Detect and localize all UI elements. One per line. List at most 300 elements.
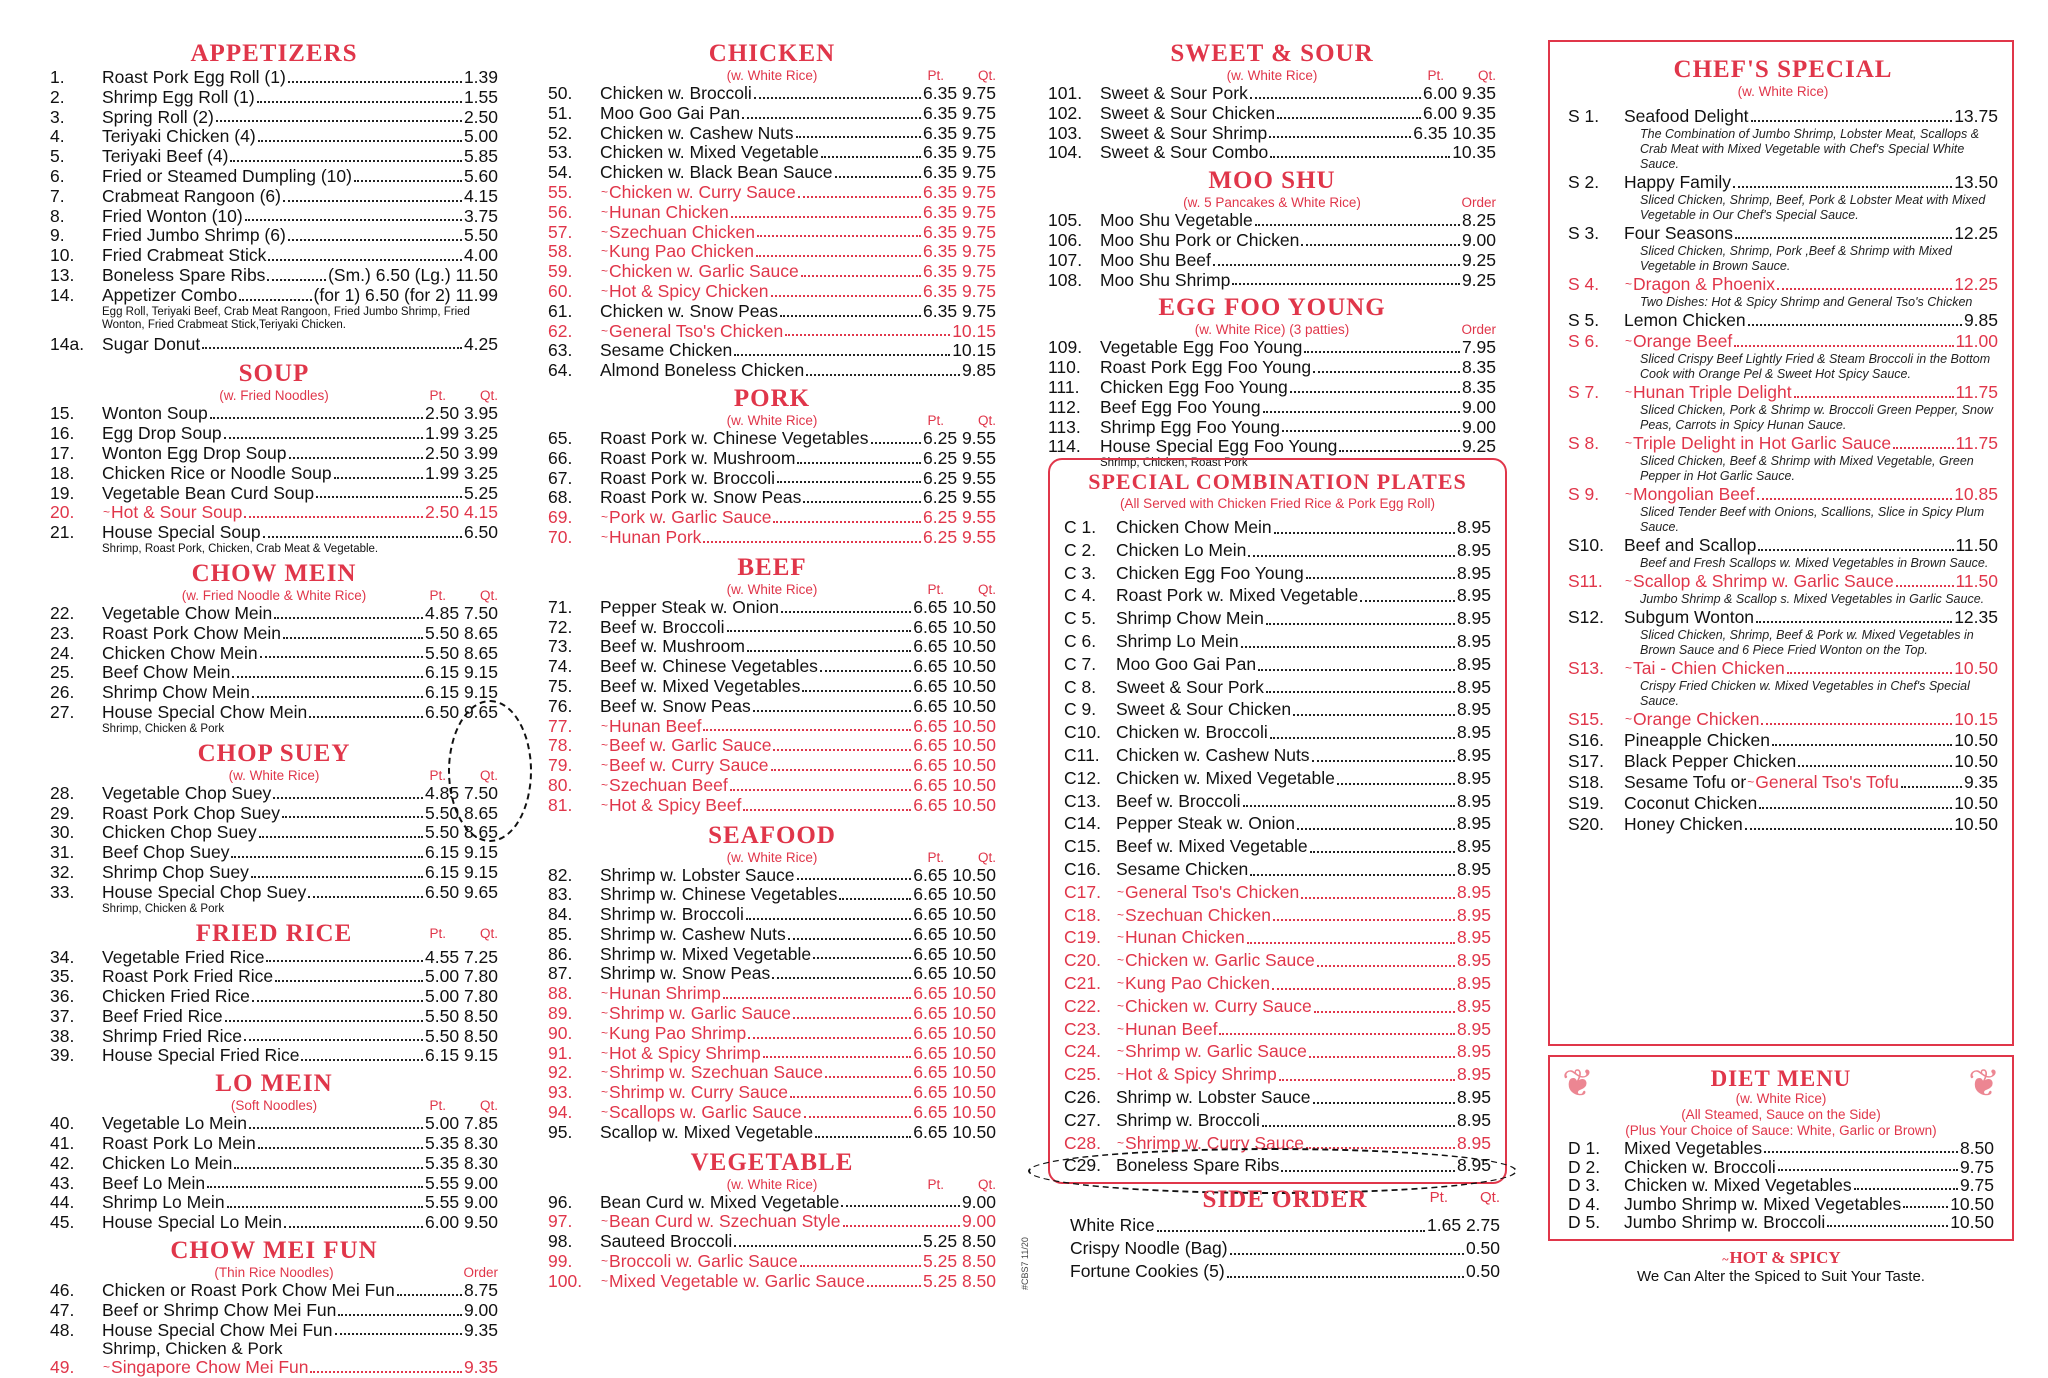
item-name: Chicken w. Snow Peas <box>600 300 779 321</box>
item-name: Beef w. Snow Peas <box>600 695 751 716</box>
menu-item-row <box>548 203 996 223</box>
side-order-list <box>1070 1214 1500 1283</box>
leader-dots <box>334 477 423 479</box>
leader-dots <box>1761 723 1952 725</box>
menu-item-row <box>548 776 996 796</box>
chow-mei-fun-list <box>50 1281 498 1340</box>
item-number: 53. <box>548 142 573 163</box>
leader-dots <box>283 637 423 639</box>
leader-dots <box>354 180 462 182</box>
item-number: 19. <box>50 482 75 503</box>
item-number: 56. <box>548 201 573 222</box>
item-price: 5.55 9.00 <box>425 1172 498 1193</box>
menu-item-row <box>548 163 996 183</box>
item-number: 30. <box>50 822 75 843</box>
item-name: Roast Pork w. Broccoli <box>600 467 776 488</box>
leader-dots <box>803 501 921 503</box>
item-number: C15. <box>1064 836 1101 857</box>
menu-item-row <box>50 948 498 968</box>
item-name: Shrimp w. Lobster Sauce <box>600 864 795 885</box>
item-number: S 6. <box>1568 331 1600 351</box>
item-price: 0.50 <box>1465 1261 1500 1281</box>
item-price: 12.25 <box>1954 274 1998 294</box>
item-name: Wonton Egg Drop Soup <box>102 442 287 463</box>
menu-item-row <box>1048 231 1496 251</box>
side-order <box>1070 1186 1500 1283</box>
leader-dots <box>239 299 311 301</box>
item-name: Roast Pork Chop Suey <box>102 802 281 823</box>
item-name: Beef Egg Foo Young <box>1100 396 1261 417</box>
item-name: Chicken Fried Rice <box>102 986 250 1007</box>
item-price: 8.95 <box>1456 1041 1491 1062</box>
fried-rice-list <box>50 948 498 1067</box>
item-price: 5.25 8.50 <box>923 1251 996 1272</box>
menu-item-row <box>1568 535 1998 556</box>
leader-dots <box>1758 549 1953 551</box>
leader-dots <box>273 797 423 799</box>
item-name: Hot & Sour Soup <box>111 502 243 523</box>
item-price: 6.65 10.50 <box>913 1102 996 1123</box>
item-number: 27. <box>50 701 75 722</box>
leader-dots <box>1273 919 1455 921</box>
hot-pepper-icon: ~ <box>601 264 609 279</box>
item-name: Shrimp Fried Rice <box>102 1025 243 1046</box>
leader-dots <box>1312 760 1455 762</box>
menu-item-row <box>1064 1109 1491 1132</box>
menu-item-row <box>1064 767 1491 790</box>
menu-item-row <box>548 1212 996 1232</box>
hot-pepper-icon: ~ <box>1625 661 1633 675</box>
menu-item-row <box>1568 172 1998 193</box>
item-name: Boneless Spare Ribs <box>1116 1155 1280 1176</box>
item-price: 8.95 <box>1456 1132 1491 1153</box>
hot-pepper-icon: ~ <box>1117 907 1125 922</box>
hot-pepper-icon: ~ <box>1625 277 1633 291</box>
leader-dots <box>288 239 462 241</box>
item-name: Vegetable Fried Rice <box>102 946 265 967</box>
item-name: Orange Chicken <box>1633 709 1760 729</box>
leader-dots <box>1360 600 1455 602</box>
leader-dots <box>1213 264 1460 266</box>
item-name: Beef w. Garlic Sauce <box>609 735 772 756</box>
item-number: C13. <box>1064 790 1101 811</box>
section-title-combination: SPECIAL COMBINATION PLATES <box>1088 469 1467 494</box>
menu-item-row <box>1064 744 1491 767</box>
item-number: 25. <box>50 662 75 683</box>
item-name: Jumbo Shrimp w. Broccoli <box>1624 1212 1826 1232</box>
item-number: S12. <box>1568 607 1604 627</box>
item-number: 4. <box>50 126 65 147</box>
hot-pepper-icon: ~ <box>601 1045 609 1060</box>
item-number: 10. <box>50 245 75 266</box>
item-price: 1.39 <box>463 67 498 87</box>
item-price: 6.35 9.75 <box>923 261 996 282</box>
item-price: 8.95 <box>1456 767 1491 788</box>
hot-pepper-icon: ~ <box>601 1006 609 1021</box>
item-price: 8.95 <box>1456 653 1491 674</box>
leader-dots <box>802 690 911 692</box>
item-name: Crabmeat Rangoon (6) <box>102 185 281 206</box>
hot-pepper-icon: ~ <box>1625 436 1633 450</box>
leader-dots <box>1735 237 1952 239</box>
item-name: Bean Curd w. Szechuan Style <box>609 1211 841 1232</box>
item-name: Mongolian Beef <box>1633 484 1755 504</box>
egg-foo-young-sub: (w. White Rice) (3 patties) Order <box>1194 322 1496 338</box>
menu-item-row <box>50 147 498 167</box>
menu-item-row <box>548 925 996 945</box>
menu-item-row <box>1064 949 1491 972</box>
item-number: S19. <box>1568 793 1604 813</box>
item-number: 99. <box>548 1251 573 1272</box>
leader-dots <box>1854 1188 1958 1190</box>
item-name: Vegetable Bean Curd Soup <box>102 482 315 503</box>
item-price: 11.50 <box>1955 571 1998 591</box>
item-name: Shrimp w. Broccoli <box>1116 1109 1260 1130</box>
item-number: 114. <box>1048 436 1081 457</box>
item-name: Hunan Beef <box>1125 1018 1218 1039</box>
item-name: Crispy Noodle (Bag) <box>1070 1238 1228 1258</box>
item-number: 76. <box>548 695 573 716</box>
item-price: 8.75 <box>463 1280 498 1301</box>
menu-item-row <box>50 863 498 883</box>
item-name: Chicken w. Broccoli <box>1116 722 1268 743</box>
leader-dots <box>224 437 423 439</box>
leader-dots <box>1219 1033 1454 1035</box>
leader-dots <box>839 898 911 900</box>
leader-dots <box>252 1000 423 1002</box>
item-name: Beef Fried Rice <box>102 1005 223 1026</box>
item-number: 92. <box>548 1062 573 1083</box>
item-price: 6.25 9.55 <box>923 507 996 528</box>
menu-item-row <box>1568 751 1998 772</box>
hot-pepper-icon: ~ <box>601 986 609 1001</box>
leader-dots <box>230 160 462 162</box>
item-price: 8.95 <box>1456 744 1491 765</box>
leader-dots <box>1263 411 1460 413</box>
menu-item-row <box>1048 378 1496 398</box>
item-name: Chicken w. Garlic Sauce <box>1125 950 1315 971</box>
item-name: Moo Shu Pork or Chicken <box>1100 229 1300 250</box>
leader-dots <box>773 521 921 523</box>
item-name: Hunan Shrimp <box>609 983 721 1004</box>
menu-item-row <box>1064 904 1491 927</box>
item-name: House Special Chop Suey <box>102 881 307 902</box>
leader-dots <box>867 1285 921 1287</box>
section-title-lo-mein: LO MEIN <box>215 1070 333 1098</box>
section-title-beef: BEEF <box>737 553 807 581</box>
leader-dots <box>727 630 912 632</box>
item-price: 8.95 <box>1456 1064 1491 1085</box>
menu-item-row <box>1064 584 1491 607</box>
menu-item-row <box>548 657 996 677</box>
leader-dots <box>1266 691 1455 693</box>
leader-dots <box>1827 1225 1948 1227</box>
item-price: 8.95 <box>1456 722 1491 743</box>
item-name: Bean Curd w. Mixed Vegetable <box>600 1191 840 1212</box>
menu-item-row <box>548 429 996 449</box>
menu-item-row <box>50 127 498 147</box>
item-number: 83. <box>548 884 573 905</box>
leader-dots <box>283 200 462 202</box>
item-name: Hot & Spicy Beef <box>609 794 742 815</box>
item-name: Moo Goo Gai Pan <box>1116 653 1257 674</box>
menu-item-row <box>50 503 498 523</box>
menu-item-row <box>1568 433 1998 454</box>
item-price: 11.75 <box>1955 433 1998 453</box>
item-number: 95. <box>548 1121 573 1142</box>
leader-dots <box>227 1206 423 1208</box>
item-description: Sliced Tender Beef with Onions, Scallions, Slice in Spicy Plum Sauce. <box>1640 505 1985 534</box>
item-price: 1.99 3.25 <box>425 462 498 483</box>
item-price: 6.65 10.50 <box>913 755 996 776</box>
item-price: 8.95 <box>1456 562 1491 583</box>
item-number: D 4. <box>1568 1193 1601 1214</box>
lo-mein-sub: (Soft Noodles) Pt. Qt. <box>230 1098 498 1114</box>
leader-dots <box>1247 942 1455 944</box>
section-title-pork: PORK <box>733 384 811 412</box>
item-name: Triple Delight in Hot Garlic Sauce <box>1633 433 1892 453</box>
item-number: 79. <box>548 755 573 776</box>
leader-dots <box>1266 623 1455 625</box>
item-name: White Rice <box>1070 1215 1155 1235</box>
menu-item-row <box>50 88 498 108</box>
egg-foo-young-note: Shrimp, Chicken, Roast Pork <box>1100 457 1248 470</box>
leader-dots <box>1301 897 1455 899</box>
item-price: 6.00 9.50 <box>425 1212 498 1233</box>
leader-dots <box>251 876 423 878</box>
item-price: 8.35 <box>1461 357 1496 378</box>
item-number: 42. <box>50 1152 75 1173</box>
menu-item-row <box>50 1358 498 1378</box>
menu-item-row <box>1568 106 1998 127</box>
item-description: Two Dishes: Hot & Spicy Shrimp and General Tso's Chicken <box>1640 295 1973 309</box>
item-price: 10.35 <box>1452 142 1496 163</box>
item-number: 78. <box>548 735 573 756</box>
item-price: 8.95 <box>1456 836 1491 857</box>
item-name: Shrimp w. Cashew Nuts <box>600 923 786 944</box>
hot-pepper-icon: ~ <box>1625 385 1633 399</box>
leader-dots <box>796 136 921 138</box>
menu-item-row <box>50 1046 498 1066</box>
item-number: 111. <box>1048 376 1080 397</box>
hot-pepper-icon: ~ <box>1625 334 1633 348</box>
menu-item-row <box>50 1174 498 1194</box>
item-price: 8.95 <box>1456 517 1491 537</box>
lo-mein-list <box>50 1114 498 1233</box>
item-name: Lemon Chicken <box>1624 310 1746 330</box>
column-2 <box>548 40 996 1292</box>
item-number: C 5. <box>1064 608 1097 629</box>
item-price: 8.95 <box>1456 813 1491 834</box>
item-name: Roast Pork Lo Mein <box>102 1133 256 1154</box>
leader-dots <box>310 1371 461 1373</box>
leader-dots <box>1241 646 1455 648</box>
leader-dots <box>788 938 912 940</box>
hot-pepper-icon: ~ <box>601 510 609 525</box>
leader-dots <box>773 749 911 751</box>
beef-sub: (w. White Rice) Pt. Qt. <box>726 581 996 597</box>
section-title-seafood: SEAFOOD <box>708 821 836 849</box>
menu-item-row <box>1048 437 1496 457</box>
item-price: 6.35 9.75 <box>923 300 996 321</box>
item-number: C25. <box>1064 1064 1101 1085</box>
leader-dots <box>753 710 911 712</box>
hot-pepper-icon: ~ <box>1117 1135 1125 1150</box>
item-name: Pepper Steak w. Onion <box>600 596 779 617</box>
item-name: Beef Chow Mein <box>102 662 231 683</box>
menu-item-row <box>548 341 996 361</box>
item-price: 11.50 <box>1955 535 1998 555</box>
item-number: C 6. <box>1064 630 1097 651</box>
hot-pepper-icon: ~ <box>601 323 609 338</box>
item-number: 8. <box>50 205 65 226</box>
item-number: S11. <box>1568 571 1603 591</box>
item-number: 108. <box>1048 269 1083 290</box>
hot-pepper-icon: ~ <box>601 529 609 544</box>
menu-item-row <box>548 282 996 302</box>
item-price: 6.15 9.15 <box>425 662 498 683</box>
hot-pepper-icon: ~ <box>601 1214 609 1229</box>
leader-dots <box>1301 244 1460 246</box>
menu-item-row <box>548 1044 996 1064</box>
item-name: Shrimp Chop Suey <box>102 861 249 882</box>
menu-item-row <box>1070 1237 1500 1260</box>
menu-item-row <box>50 1281 498 1301</box>
hot-pepper-icon: ~ <box>103 505 111 520</box>
item-number: 88. <box>548 983 573 1004</box>
item-name: Sweet & Sour Chicken <box>1116 699 1292 720</box>
item-number: 75. <box>548 675 573 696</box>
item-name: Roast Pork Egg Roll (1) <box>102 67 286 87</box>
item-name: Pepper Steak w. Onion <box>1116 813 1295 834</box>
hot-pepper-icon: ~ <box>1625 712 1633 726</box>
alter-note: We Can Alter the Spiced to Suit Your Taste. <box>1637 1268 1925 1285</box>
item-name: Hunan Beef <box>609 715 702 736</box>
item-price: 6.65 10.50 <box>913 904 996 925</box>
soup-list <box>50 404 498 543</box>
item-price: 5.50 8.50 <box>425 1025 498 1046</box>
item-number: 86. <box>548 943 573 964</box>
menu-item-row <box>1064 972 1491 995</box>
menu-item-row <box>50 1193 498 1213</box>
leader-dots <box>742 117 921 119</box>
item-number: 54. <box>548 162 573 183</box>
item-price: 8.95 <box>1456 630 1491 651</box>
item-price: 12.35 <box>1954 607 1998 627</box>
leader-dots <box>843 1225 960 1227</box>
item-number: 100. <box>548 1270 583 1291</box>
menu-item-row <box>1568 1176 1994 1195</box>
item-number: 72. <box>548 616 573 637</box>
item-number: 33. <box>50 881 75 902</box>
item-number: S16. <box>1568 730 1604 750</box>
leader-dots <box>1270 156 1450 158</box>
item-number: 93. <box>548 1082 573 1103</box>
leader-dots <box>260 656 423 658</box>
item-number: D 2. <box>1568 1156 1601 1177</box>
chow-mein-note: Shrimp, Chicken & Pork <box>102 722 225 735</box>
menu-item-row <box>50 1134 498 1154</box>
leader-dots <box>771 769 912 771</box>
item-number: 14. <box>50 284 75 305</box>
item-price: 8.35 <box>1461 376 1496 397</box>
item-number: 47. <box>50 1299 75 1320</box>
item-name: Pineapple Chicken <box>1624 730 1770 750</box>
leader-dots <box>234 1167 423 1169</box>
hot-pepper-icon: ~ <box>1117 1021 1125 1036</box>
diet-list <box>1568 1139 1994 1232</box>
item-price: 6.35 9.75 <box>923 201 996 222</box>
item-price: 6.50 9.65 <box>425 881 498 902</box>
item-name: Shrimp Lo Mein <box>102 1192 225 1213</box>
pepper-icon: ~ <box>1722 1252 1729 1266</box>
item-price: 6.65 10.50 <box>913 1022 996 1043</box>
item-number: S20. <box>1568 814 1604 834</box>
diet-sub-3: (Plus Your Choice of Sauce: White, Garlic or Brown) <box>1625 1123 1937 1138</box>
item-description: Sliced Chicken, Shrimp, Beef & Pork w. Mixed Vegetables in Brown Sauce and 6 Piece Fried Wonton on the Top. <box>1640 628 1974 657</box>
item-name: Chicken Lo Mein <box>102 1152 233 1173</box>
item-price: 6.65 10.50 <box>913 616 996 637</box>
item-number: 40. <box>50 1113 75 1134</box>
hot-pepper-icon: ~ <box>601 718 609 733</box>
menu-item-row <box>548 1024 996 1044</box>
item-name: Moo Goo Gai Pan <box>600 102 741 123</box>
menu-item-row <box>1568 223 1998 244</box>
item-price: 6.35 9.75 <box>923 102 996 123</box>
menu-item-row <box>1070 1260 1500 1283</box>
menu-item-row <box>548 697 996 717</box>
item-number: 97. <box>548 1211 573 1232</box>
item-number: 62. <box>548 320 573 341</box>
item-price: 6.15 9.15 <box>425 861 498 882</box>
menu-item-row <box>1048 104 1496 124</box>
item-name: Kung Pao Chicken <box>1125 972 1270 993</box>
item-number: 37. <box>50 1005 75 1026</box>
item-number: 9. <box>50 225 65 246</box>
menu-item-row <box>548 964 996 984</box>
menu-item-row <box>1048 124 1496 144</box>
item-price: 9.00 <box>1461 416 1496 437</box>
menu-item-row <box>548 1232 996 1252</box>
menu-item-row <box>50 286 498 306</box>
item-price: 5.35 8.30 <box>425 1152 498 1173</box>
item-price: (for 1) 6.50 (for 2) 11.99 <box>313 284 498 305</box>
item-name: Orange Beef <box>1633 331 1733 351</box>
leader-dots <box>772 977 911 979</box>
item-number: 63. <box>548 340 573 361</box>
item-name: Chicken w. Curry Sauce <box>1125 995 1312 1016</box>
leader-dots <box>210 417 423 419</box>
item-name: Shrimp w. Lobster Sauce <box>1116 1086 1311 1107</box>
item-price: 9.00 <box>961 1191 996 1212</box>
item-price: 5.00 7.80 <box>425 966 498 987</box>
hot-pepper-icon: ~ <box>601 738 609 753</box>
item-name: Beef Chop Suey <box>102 842 230 863</box>
leader-dots <box>1279 1079 1455 1081</box>
item-number: 44. <box>50 1192 75 1213</box>
leader-dots <box>225 1020 423 1022</box>
item-name: Shrimp Egg Foo Young <box>1100 416 1280 437</box>
item-name: Happy Family <box>1624 172 1731 192</box>
leader-dots <box>202 347 462 349</box>
item-price: 4.85 7.50 <box>425 782 498 803</box>
item-number: S13. <box>1568 658 1604 678</box>
leader-dots <box>1313 371 1460 373</box>
menu-item-row <box>1568 1195 1994 1214</box>
item-price: 4.15 <box>463 185 498 206</box>
leader-dots <box>1297 828 1455 830</box>
item-price: 8.95 <box>1456 1086 1491 1107</box>
